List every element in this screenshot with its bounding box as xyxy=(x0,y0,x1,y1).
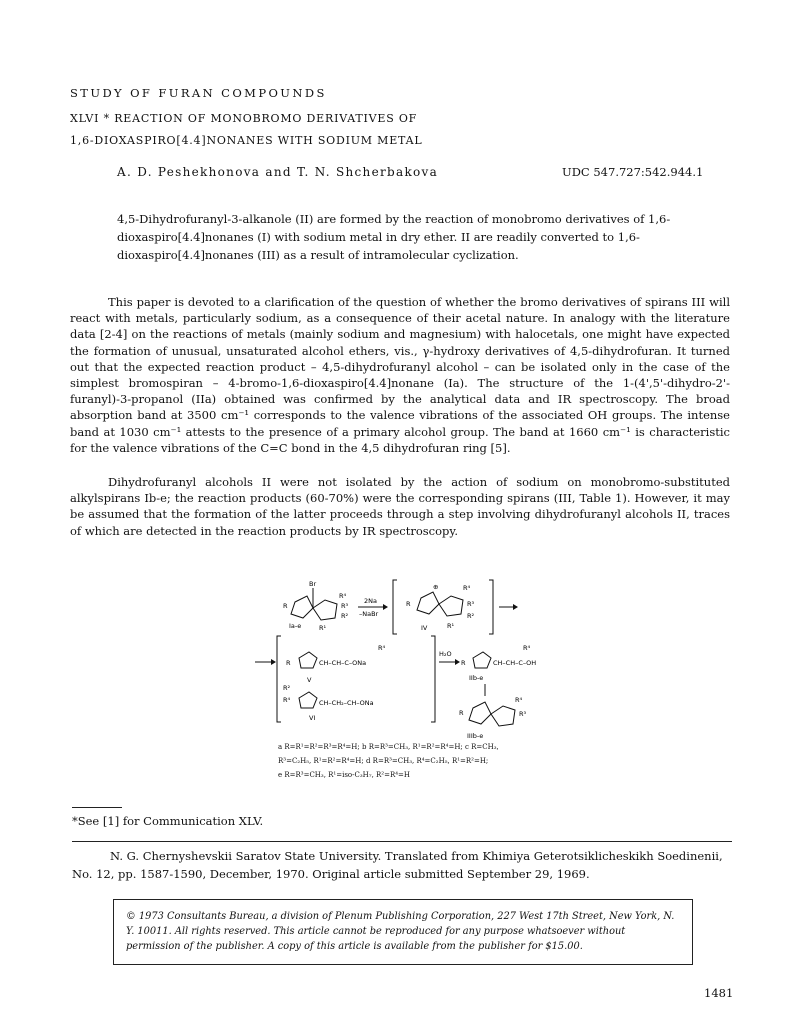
scheme-label: R³ xyxy=(467,600,475,608)
article-title-line-1: XLVI * REACTION OF MONOBROMO DERIVATIVES OF xyxy=(70,112,418,125)
abstract-text: 4,5-Dihydrofuranyl-3-alkanole (II) are formed by the reaction of monobromo derivatives of 1,6-dioxaspiro[4.4]nonanes (I) with sodium metal in dry ether. II are readily converted to 1,6-dioxaspiro[4.4]nonanes (III) as a result of intramolecular cyclization. xyxy=(117,212,671,262)
scheme-label: R⁴ xyxy=(463,584,471,592)
scheme-label: R xyxy=(461,659,466,667)
scheme-label: R² xyxy=(467,612,475,620)
abstract xyxy=(117,210,687,264)
product-IIb-e xyxy=(439,644,536,696)
article-title-line-2: 1,6-DIOXASPIRO[4.4]NONANES WITH SODIUM METAL xyxy=(70,134,423,147)
copyright-box xyxy=(113,899,693,965)
scheme-label: R⁴ xyxy=(523,644,531,652)
scheme-label: R² xyxy=(283,684,291,692)
institution-note xyxy=(72,847,732,883)
compound-label: V xyxy=(307,676,312,684)
scheme-label: R⁴ xyxy=(283,696,291,704)
authors: A. D. Peshekhonova and T. N. Shcherbakova xyxy=(117,165,439,179)
page-number: 1481 xyxy=(704,986,734,1000)
scheme-label: R xyxy=(286,659,291,667)
scheme-label: R⁴ xyxy=(515,696,523,704)
charge-symbol: ⊕ xyxy=(433,583,439,591)
compound-label: IIb-e xyxy=(469,674,484,682)
reagent-label: –NaBr xyxy=(359,610,379,618)
scheme-label: R² xyxy=(341,612,349,620)
legend-line: a R=R¹=R²=R³=R⁴=H; b R=R³=CH₃, R¹=R²=R⁴=H; c R=CH₃, xyxy=(278,743,499,751)
reagent-label: 2Na xyxy=(364,597,377,605)
paragraph-text: This paper is devoted to a clarification of the question of whether the bromo derivatives of spirans III will react with metals, particularly sodium, as a consequence of their acetal nature. In analogy with the literature data [2-4] on the reactions of metals (mainly sodium and magnesium) with halocetals, one might have expected the formation of unusual, unsaturated alcohol ethers, vis., γ-hydroxy derivatives of 4,5-dihydrofuran. It turned out that the expected reaction product – 4,5-dihydrofuranyl alcohol – can be isolated only in the case of the simplest bromospiran – 4-bromo-1,6-dioxaspiro[4.4]nonane (Ia). The structure of the 1-(4',5'-dihydro-2'-furanyl)-3-propanol (IIa) obtained was confirmed by the analytical data and IR spectroscopy. The broad absorption band at 3500 cm⁻¹ corresponds to the valence vibrations of the associated OH groups. The intense band at 1030 cm⁻¹ attests to the presence of a primary alcohol group. The band at 1660 cm⁻¹ is characteristic for the valence vibrations of the C=C bond in the 4,5 dihydrofuran ring [5]. xyxy=(70,295,730,455)
chain-formula: CH–CH–C–ONa xyxy=(319,659,367,667)
intermediate-IV xyxy=(393,580,518,634)
body-paragraph-1 xyxy=(70,294,730,456)
compound-label: IV xyxy=(421,624,428,632)
udc-code: UDC 547.727:542.944.1 xyxy=(562,165,704,179)
scheme-label: R³ xyxy=(519,710,527,718)
institution-text: N. G. Chernyshevskii Saratov State University. Translated from Khimiya Geterotsiklicheskikh Soedinenii, No. 12, pp. 1587-1590, December, 1970. Original article submitted September 29, 1969. xyxy=(72,849,723,881)
paragraph-text: Dihydrofuranyl alcohols II were not isolated by the action of sodium on monobromo-substituted alkylspirans Ib-e; the reaction products (60-70%) were the corresponding spirans (III, Table 1). However, it may be assumed that the formation of the latter proceeds through a step involving dihydrofuranyl alcohols II, traces of which are detected in the reaction products by IR spectroscopy. xyxy=(70,475,730,538)
compound-label: VI xyxy=(309,714,316,722)
body-paragraph-2 xyxy=(70,474,730,539)
scheme-label: R⁴ xyxy=(378,644,386,652)
series-title: STUDY OF FURAN COMPOUNDS xyxy=(70,86,327,100)
copyright-text: © 1973 Consultants Bureau, a division of Plenum Publishing Corporation, 227 West 17th Street, New York, N. Y. 10011. All rights reserved. This article cannot be reproduced for any purpose whatsoever without permission of the publisher. A copy of this article is available from the publisher for $15.00. xyxy=(126,911,675,952)
chain-formula: CH–CH₂–CH–ONa xyxy=(319,699,374,707)
scheme-label: R xyxy=(459,709,464,717)
scheme-label: Br xyxy=(309,580,317,588)
chain-formula: CH–CH–C–OH xyxy=(493,659,537,667)
reaction-arrow-1 xyxy=(358,597,388,618)
scheme-label: R¹ xyxy=(447,622,455,630)
legend-line: R³=C₂H₅, R¹=R²=R⁴=H; d R=R³=CH₃, R⁴=C₂H₅, R¹=R²=H; xyxy=(278,757,489,765)
footnote: *See [1] for Communication XLV. xyxy=(72,814,264,828)
institution-rule xyxy=(72,841,732,842)
legend-line: e R=R³=CH₃, R¹=iso-C₃H₇, R²=R⁴=H xyxy=(278,771,411,779)
intermediates-V-VI xyxy=(255,636,435,722)
footnote-rule xyxy=(72,807,122,808)
reagent-label: H₂O xyxy=(439,650,452,658)
compound-label: IIIb-e xyxy=(467,732,484,740)
scheme-label: R xyxy=(406,600,411,608)
scheme-legend xyxy=(278,740,578,782)
compound-label: Ia-e xyxy=(289,622,302,630)
product-IIIb-e xyxy=(459,696,527,740)
scheme-label: R¹ xyxy=(319,624,327,632)
scheme-label: R³ xyxy=(341,602,349,610)
scheme-label: R xyxy=(283,602,288,610)
compound-Ia-e xyxy=(283,580,349,632)
scheme-label: R⁴ xyxy=(339,592,347,600)
